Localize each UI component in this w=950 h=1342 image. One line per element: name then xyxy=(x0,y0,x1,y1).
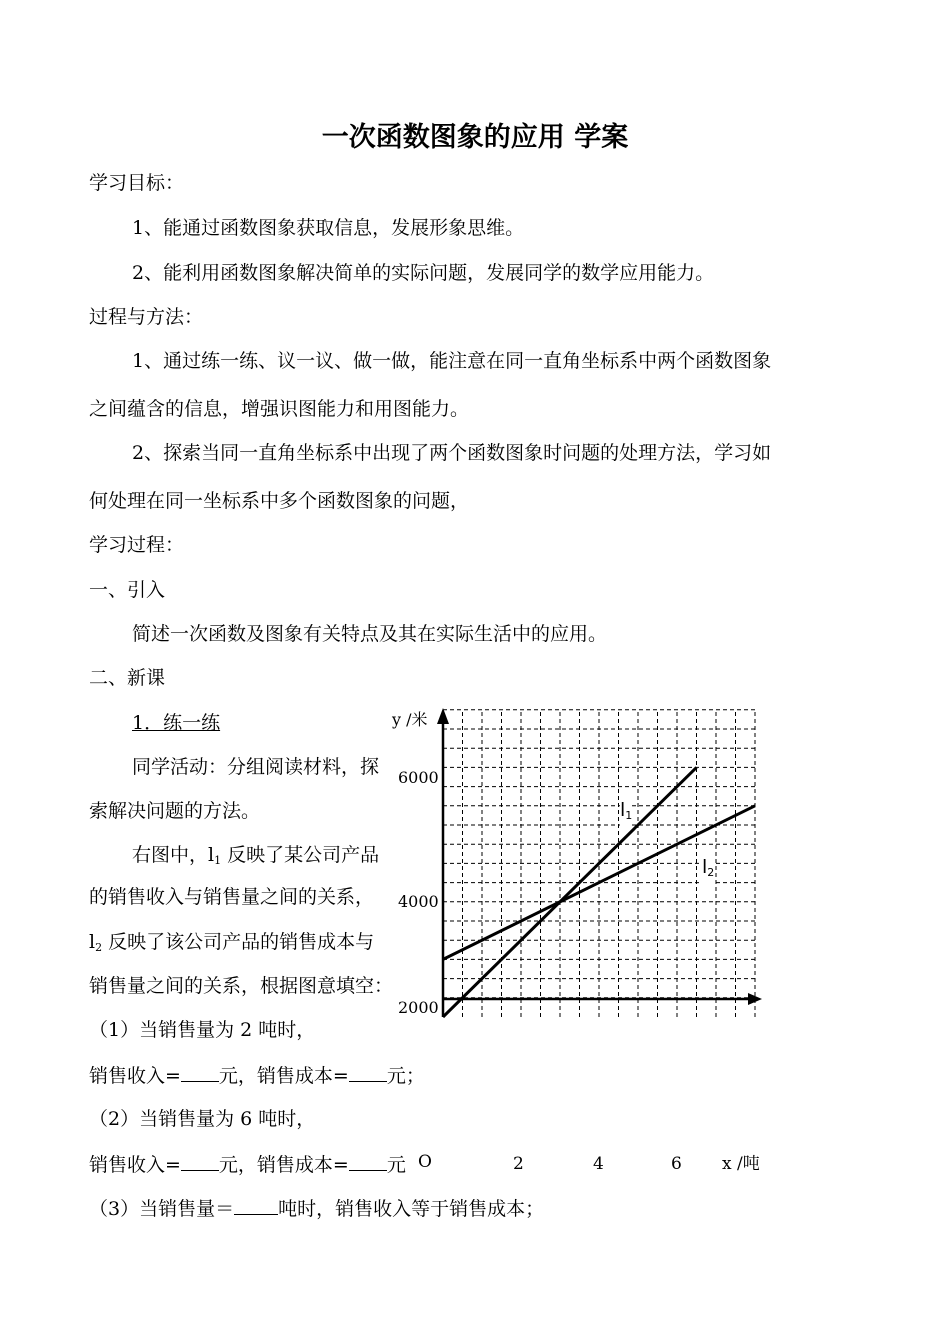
x-tick-2: 2 xyxy=(513,1154,524,1174)
process-1-line-a: 1、通过练一练、议一议、做一做，能注意在同一直角坐标系中两个函数图象 xyxy=(132,350,772,372)
intro-heading: 一、引入 xyxy=(89,579,166,601)
goal-2: 2、能利用函数图象解决简单的实际问题，发展同学的数学应用能力。 xyxy=(132,262,715,284)
question-2-answer: 销售收入= 元，销售成本= 元 xyxy=(89,1154,406,1176)
series-line-l1 xyxy=(443,767,697,1017)
question-1-answer: 销售收入= 元，销售成本= 元； xyxy=(89,1065,425,1087)
practice-desc-4: 销售量之间的关系，根据图意填空： xyxy=(89,975,394,997)
practice-activity-b: 索解决问题的方法。 xyxy=(89,800,261,822)
learning-heading: 学习过程： xyxy=(89,534,185,556)
page-title: 一次函数图象的应用 学案 xyxy=(321,122,629,153)
y-tick-6000: 6000 xyxy=(398,768,439,787)
process-2-line-a: 2、探索当同一直角坐标系中出现了两个函数图象时问题的处理方法，学习如 xyxy=(132,442,772,464)
new-lesson-heading: 二、新课 xyxy=(89,667,166,689)
y-axis-arrow xyxy=(437,708,449,724)
x-tick-4: 4 xyxy=(593,1154,604,1174)
practice-activity-a: 同学活动：分组阅读材料，探 xyxy=(132,756,380,778)
y-tick-4000: 4000 xyxy=(398,892,439,911)
x-axis-label: x /吨 xyxy=(722,1154,760,1174)
question-2: （2）当销售量为 6 吨时， xyxy=(89,1108,316,1130)
practice-desc-3: $l_2$ 反映了该公司产品的销售成本与 xyxy=(89,931,375,954)
y-axis-label: y /米 xyxy=(392,710,428,729)
intro-text: 简述一次函数及图象有关特点及其在实际生活中的应用。 xyxy=(132,623,608,645)
series-label-l1: $l_1$ xyxy=(620,799,632,827)
x-tick-6: 6 xyxy=(671,1154,682,1174)
practice-heading: 1．练一练 xyxy=(132,712,221,734)
series-label-l2: $l_2$ xyxy=(702,856,714,884)
question-1: （1）当销售量为 2 吨时， xyxy=(89,1019,316,1041)
goals-heading: 学习目标： xyxy=(89,172,185,194)
process-1-line-b: 之间蕴含的信息，增强识图能力和用图能力。 xyxy=(89,398,470,420)
question-3: （3）当销售量＝ 吨时，销售收入等于销售成本； xyxy=(89,1198,545,1220)
process-2-line-b: 何处理在同一坐标系中多个函数图象的问题， xyxy=(89,490,470,512)
origin-label: O xyxy=(418,1152,432,1172)
goal-1: 1、能通过函数图象获取信息，发展形象思维。 xyxy=(132,217,525,239)
practice-desc-1: 右图中，$l_1$ 反映了某公司产品 xyxy=(132,844,380,867)
y-tick-2000: 2000 xyxy=(398,998,439,1017)
practice-desc-2: 的销售收入与销售量之间的关系， xyxy=(89,886,375,908)
process-heading: 过程与方法： xyxy=(89,306,204,328)
